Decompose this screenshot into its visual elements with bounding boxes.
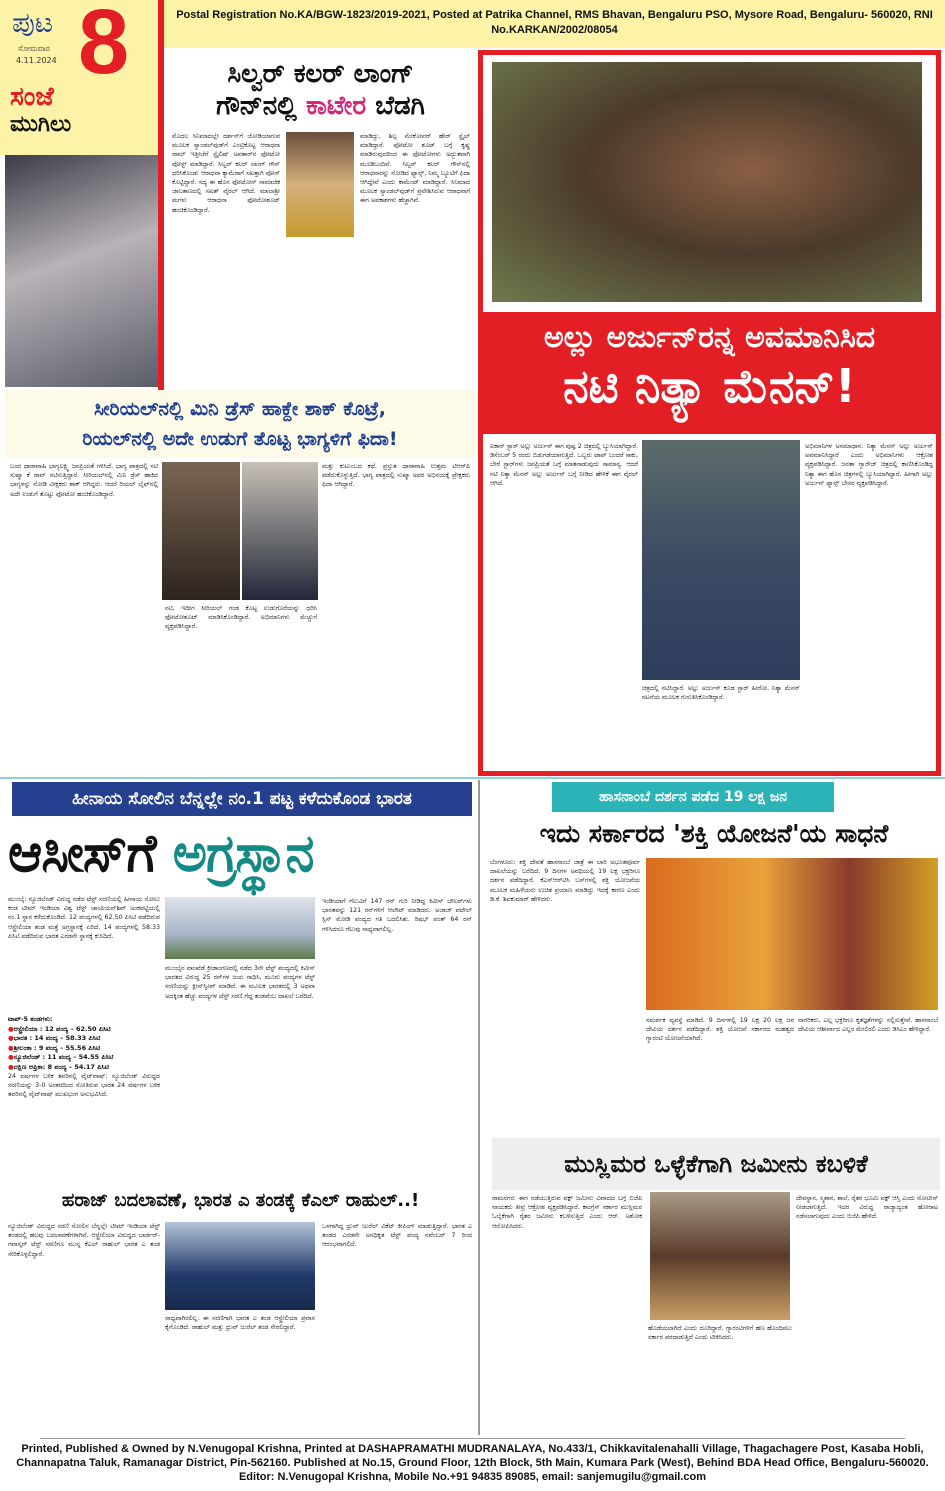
muslim-body2: ಹೊಡೆಯಲಾಗಿದೆ ಎಂದು ದೂರಿದ್ದಾರೆ. ಗ್ಯಾರಂಟಿಗಳಿಗೆ ಹಣ ಹೊಂದಿಸಲು ಸರ್ಕಾರ ಪರದಾಡುತ್ತಿದೆ ಎಂದು ಟೀಕಿಸಿದರು.: [648, 1325, 792, 1342]
shakti-body1-cont: [490, 1016, 640, 1134]
postal-registration: Postal Registration No.KA/BGW-1823/2019-2021, Posted at Patrika Channel, RMS Bhavan, Bengaluru PSO, Mysore Road, Bengaluru- 560020, RNI No.KARKAN/2002/08054: [164, 0, 945, 48]
top5-text: ಭಾರತ : 14 ಪಂದ್ಯ – 58.33 ಪಿಸಿಟಿ: [13, 1034, 101, 1042]
issue-day: ಸೋಮವಾರ: [18, 44, 50, 53]
gown-body-col1: ಮೊದಲ ಸಿನಿಮಾದಲ್ಲೇ ದರ್ಶನ್‌ಗೆ ಜೋಡಿಯಾಗುವ ಮೂಲಕ ಸ್ಯಾಂಡಲ್‌ವುಡ್‌ಗೆ ಎಂಟ್ರಿಕೊಟ್ಟ ಆರಾಧನಾ ರಾಮ್ ಇತ್ತೀಚೆಗೆ ಸ್ಟೈಲಿಷ್ ಅವತಾರ್‌ನ ಫೋಟೋ ಪೋಸ್ಟ್ ಮಾಡಿದ್ದಾರೆ. ಸಿಲ್ವರ್ ಕಲರ್ ಲಾಂಗ್ ಗೌನ್ ಧರಿಸಿಕೊಂಡು ಆರಾಧನಾ ಕ್ಯಾಮೆರಾಗೆ ಸಖತ್ತಾಗಿ ಪೋಸ್ ಕೊಟ್ಟಿದ್ದಾರೆ. ಸದ್ಯ ಈ ಹೊಸ ಫೋಟೋಸ್ ಸಾಮಾಜಿಕ ಜಾಲತಾಣದಲ್ಲಿ ಸಖತ್ ವೈರಲ್ ಆಗಿದೆ. ಮಾಲಾಶ್ರೀ ಮಗಳು ಆರಾಧನಾ ಫೋಟೋಶೂಟ್ ಹಂಚಿಕೊಂಡಿದ್ದಾರೆ.: [172, 133, 280, 214]
column-divider: [478, 780, 480, 1435]
cricket-body3: ಮುಂಬೈನ ವಾಂಖೆಡೆ ಕ್ರೀಡಾಂಗಣದಲ್ಲಿ ನಡೆದ 3ನೇ ಟೆಸ್ಟ್ ಪಂದ್ಯದಲ್ಲಿ ಕಿವೀಸ್ ಭಾರತದ ವಿರುದ್ಧ 25 ರನ್‌ಗಳ ಜಯ ಸಾಧಿಸಿ, ಮೂರು ಪಂದ್ಯಗಳ ಟೆಸ್ಟ್ ಸರಣಿಯನ್ನು ಕ್ಲೀನ್‌ಸ್ವೀಪ್ ಮಾಡಿದೆ. ಈ ಮೂಲಕ ಭಾರತದಲ್ಲಿ 3 ಅಥವಾ ಅದಕ್ಕಿಂತ ಹೆಚ್ಚು ಪಂದ್ಯಗಳ ಟೆಸ್ಟ್ ಸರಣಿ ಗೆದ್ದ ತಂಡವೆಂಬ ದಾಖಲೆ ಬರೆದಿದೆ.: [165, 965, 315, 1000]
shakti-banner: ಹಾಸನಾಂಬೆ ದರ್ಶನ ಪಡೆದ 19 ಲಕ್ಷ ಜನ: [552, 782, 834, 812]
nithya-menen-photo: [642, 440, 800, 680]
politician-photo: [650, 1192, 790, 1320]
page-word: ಪುಟ: [12, 6, 54, 39]
shakti-body3: ನಾಗರಿಕರು, ಎಲ್ಲ ಭಕ್ತರಿಗೂ ಕೃತಜ್ಞತೆಗಳನ್ನು ಸಲ್ಲಿಸುತ್ತೇವೆ. ಹಾಸನಾಂಬೆ ದೇವಿಯ ಆಶೀರ್ವಾದ ಎಲ್ಲರ ಮೇಲಿರಲಿ ಎಂದು ಡಿಸಿಎಂ ಹೇಳಿದ್ದಾರೆ.: [798, 1017, 938, 1034]
top5-item: ●ಶ್ರೀಲಂಕಾ : 9 ಪಂದ್ಯ – 55.56 ಪಿಸಿಟಿ: [8, 1043, 101, 1052]
headline-part: ಬೆಡಗಿ: [366, 91, 425, 121]
actress-photo: [5, 155, 158, 387]
top5-text: ಶ್ರೀಲಂಕಾ : 9 ಪಂದ್ಯ – 55.56 ಪಿಸಿಟಿ: [13, 1043, 101, 1052]
top5-item: ●ನ್ಯೂಜಿಲೆಂಡ್ : 11 ಪಂದ್ಯ – 54.55 ಪಿಸಿಟಿ: [8, 1053, 114, 1061]
serial-headline: [5, 390, 475, 458]
headline-highlight: ಅಗ್ರಸ್ಥಾನ: [172, 824, 314, 884]
cricket-body2: 24 ವರ್ಷಗಳ ಬಳಿಕ ತವರಿನಲ್ಲಿ ವೈಟ್‌ವಾಷ್: ನ್ಯೂಜಿಲೆಂಡ್ ವಿರುದ್ಧದ ಸರಣಿಯನ್ನು 3-0 ಅಂತರದಿಂದ ಸೋತಿರುವ ಭಾರತ 24 ವರ್ಷಗಳ ಬಳಿಕ ತವರಿನಲ್ಲಿ ವೈಟ್‌ವಾಷ್ ಮುಖಭಂಗ ಅನುಭವಿಸಿದೆ.: [8, 1073, 160, 1099]
issue-date: 4.11.2024: [16, 56, 57, 65]
top5-item: ●ಆಸ್ಟ್ರೇಲಿಯಾ : 12 ಪಂದ್ಯ – 62.50 ಪಿಸಿಟಿ: [8, 1024, 111, 1033]
top5-title: ಟಾಪ್-5 ತಂಡಗಳು:: [8, 1015, 53, 1023]
cricket-body1: ಮುಂಬೈ: ನ್ಯೂಜಿಲೆಂಡ್ ವಿರುದ್ಧ ನಡೆದ ಟೆಸ್ಟ್ ಸರಣಿಯಲ್ಲಿ ಹೀನಾಯ ಸೋಲು ಕಂಡ ಟೀಮ್ ಇಂಡಿಯಾ ವಿಶ್ವ ಟೆಸ್ಟ್ ಚಾಂಪಿಯನ್‌ಶಿಪ್ ಅಂಕಪಟ್ಟಿಯಲ್ಲಿ ನಂ.1 ಸ್ಥಾನ ಕಳೆದುಕೊಂಡಿದೆ. 12 ಪಂದ್ಯಗಳಲ್ಲಿ 62.50 ಪಿಸಿಟಿ ಪಡೆದಿರುವ ಆಸ್ಟ್ರೇಲಿಯಾ ತಂಡ ಮತ್ತೆ ಅಗ್ರಸ್ಥಾನಕ್ಕೆ ಏರಿದೆ. 14 ಪಂದ್ಯಗಳಲ್ಲಿ 58.33 ಪಿಸಿಟಿ ಪಡೆದಿರುವ ಭಾರತ ಎರಡನೇ ಸ್ಥಾನಕ್ಕೆ ಕುಸಿದಿದೆ.: [8, 896, 160, 940]
top5-item: ●ಭಾರತ : 14 ಪಂದ್ಯ – 58.33 ಪಿಸಿಟಿ: [8, 1034, 101, 1042]
headline-highlight: ಕಾಟೇರ: [305, 91, 367, 121]
shakti-body1: ಬೆಂಗಳೂರು: ಶಕ್ತಿ ದೇವತೆ ಹಾಸನಾಂಬೆ ಜಾತ್ರೆ ಈ ಬಾರಿ ಅಭೂತಪೂರ್ವ ದಾಖಲೆಯನ್ನು ಬರೆದಿದೆ. 9 ದಿನಗಳ ಅವಧಿಯಲ್ಲಿ 19 ಲಕ್ಷ ಭಕ್ತರಿಗೂ ದರ್ಶನ ಪಡೆದಿದ್ದಾರೆ. ಕೆಎಸ್ಆರ್‌ಟಿಸಿ ಬಸ್‌ಗಳಲ್ಲಿ ಶಕ್ತಿ ಯೋಜನೆಯ ಮೂಲಕ ಮಹಿಳೆಯರು ಉಚಿತ ಪ್ರಯಾಣ ಮಾಡಿದ್ದು ಇದಕ್ಕೆ ಕಾರಣ ಎಂದು ಡಿ.ಕೆ. ಶಿವಕುಮಾರ್ ಹೇಳಿದರು.: [490, 859, 640, 903]
serial-body-col3: ಮತ್ತು ಕುಟುಂಬದ ಕಥೆ. ಪ್ರಸ್ತುತ ಧಾರಾವಾಹಿ ಉತ್ತಮ ಟಿಆರ್‌ಪಿ ಪಡೆದುಕೊಳ್ಳುತ್ತಿದೆ. ಭಾಗ್ಯ ಪಾತ್ರದಲ್ಲಿ ಸುಷ್ಮಾ ಅವರ ಅಭಿನಯಕ್ಕೆ ಪ್ರೇಕ್ಷಕರು ಫಿದಾ ಆಗಿದ್ದಾರೆ.: [322, 463, 470, 489]
gown-headline-line2: [168, 90, 473, 122]
muslim-body1: ರಾಮನಗರ: ಈಗ ನಡೆಯುತ್ತಿರುವ ವಕ್ಫ್ ಜಮೀನು ವಿವಾದದ ಬಗ್ಗೆ ಬಿಜೆಪಿ ನಾಯಕರು ತೀವ್ರ ಆಕ್ರೋಶ ವ್ಯಕ್ತಪಡಿಸಿದ್ದಾರೆ. ಕಾಂಗ್ರೆಸ್ ಸರ್ಕಾರ ಮುಸ್ಲಿಮರ ಓಲೈಕೆಗಾಗಿ ರೈತರ ಜಮೀನು ಕಬಳಿಸುತ್ತಿದೆ ಎಂದು ಆರ್. ಅಶೋಕ ಆರೋಪಿಸಿದರು.: [492, 1195, 642, 1230]
gown-headline: [168, 58, 473, 122]
page-number: 8: [78, 0, 130, 93]
allu-headline-line1: ಅಲ್ಲು ಅರ್ಜುನ್‌ರನ್ನ ಅವಮಾನಿಸಿದ: [543, 320, 876, 355]
serial-body-col1: ಬಂದ ಧಾರಾವಾಹಿ ಭಾಗ್ಯಲಕ್ಷ್ಮಿ ಜನಪ್ರಿಯತೆ ಗಳಿಸಿದೆ. ಭಾಗ್ಯ ಪಾತ್ರದಲ್ಲಿ ನಟಿ ಸುಷ್ಮಾ ಕೆ ರಾವ್ ನಟಿಸುತ್ತಿದ್ದಾರೆ. ಸೀರಿಯಲ್‌ನಲ್ಲಿ ಮಿನಿ ಡ್ರೆಸ್ ಹಾಕಿದ ಭಾಗ್ಯಳನ್ನು ನೋಡಿ ವೀಕ್ಷಕರು ಶಾಕ್ ಆಗಿದ್ದರು. ಆದರೆ ರಿಯಲ್ ಲೈಫ್‌ನಲ್ಲಿ ಅದೇ ಉಡುಗೆ ತೊಟ್ಟು ಫೋಟೋ ಹಂಚಿಕೊಂಡಿದ್ದಾರೆ.: [10, 463, 158, 498]
cricket-headline: [8, 818, 473, 890]
allu-body-col1: ಐಕಾನ್ ಸ್ಟಾರ್ ಅಲ್ಲು ಅರ್ಜುನ್ ಈಗ ಪುಷ್ಪ 2 ಚಿತ್ರದಲ್ಲಿ ಬ್ಯುಸಿಯಾಗಿದ್ದಾರೆ. ಡಿಸೆಂಬರ್ 5 ರಂದು ಬಿಡುಗಡೆಯಾಗುತ್ತಿದೆ. ಒಬ್ಬರು ಟಾಪ್ ಬಂದರೆ ಸಾಕು, ಬೇರೆ ಸ್ಟಾರ್‌ಗಳು ಜನಪ್ರಿಯತೆ ಬಗ್ಗೆ ಮಾತನಾಡುವುದು ಸಾಮಾನ್ಯ. ಆದರೆ ನಟಿ ನಿತ್ಯಾ ಮೆನನ್ ಅಲ್ಲು ಅರ್ಜುನ್ ಬಗ್ಗೆ ನೀಡಿದ ಹೇಳಿಕೆ ಈಗ ವೈರಲ್ ಆಗಿದೆ.: [490, 443, 638, 487]
serial-photo-1: [162, 462, 240, 600]
hasanambe-photo: [646, 858, 938, 1010]
paper-title-line2: ಮುಗಿಲು: [10, 112, 72, 137]
serial-body-col2: ನಟಿ, ಇದೀಗ ಸೀರಿಯಲ್ ಗಂಡ ಕೊಟ್ಟ ಉಡುಗೊರೆಯನ್ನು ಧರಿಸಿ ಫೋಟೋಶೂಟ್ ಮಾಡಿಸಿಕೊಂಡಿದ್ದಾರೆ. ಅಭಿಮಾನಿಗಳು ಮೆಚ್ಚುಗೆ ವ್ಯಕ್ತಪಡಿಸಿದ್ದಾರೆ.: [165, 605, 317, 631]
allu-body-col3: ಅಭಿಮಾನಿಗಳ ಅಸಮಾಧಾನ: ನಿತ್ಯಾ ಮೆನನ್ ಅಲ್ಲು ಅರ್ಜುನ್ ಅವಮಾನಿಸಿದ್ದಾರೆ ಎಂದು ಅಭಿಮಾನಿಗಳು ಆಕ್ರೋಶ ವ್ಯಕ್ತಪಡಿಸಿದ್ದಾರೆ. ಜನತಾ ಗ್ಯಾರೇಜ್ ಚಿತ್ರದಲ್ಲಿ ಕಾಣಿಸಿಕೊಂಡಿದ್ದ ನಿತ್ಯಾ ಈಗ ಹೊಸ ಚಿತ್ರಗಳಲ್ಲಿ ಬ್ಯುಸಿಯಾಗಿದ್ದಾರೆ. ಹೀಗಾಗಿ ಅಲ್ಲು ಅರ್ಜುನ್ ಫ್ಯಾನ್ಸ್ ಬೇಸರ ವ್ಯಕ್ತಪಡಿಸಿದ್ದಾರೆ.: [805, 443, 933, 487]
gown-headline-line1: ಸಿಲ್ವರ್ ಕಲರ್ ಲಾಂಗ್: [227, 59, 414, 89]
gown-photo: [286, 132, 354, 237]
section-divider: [0, 777, 945, 779]
allu-arjun-photo: [492, 62, 922, 302]
serial-headline-line1: ಸೀರಿಯಲ್‌ನಲ್ಲಿ ಮಿನಿ ಡ್ರೆಸ್ ಹಾಕ್ದೇ ಶಾಕ್ ಕೊಟ್ರೆ,: [94, 398, 386, 420]
serial-headline-line2: ರಿಯಲ್‌ನಲ್ಲಿ ಅದೇ ಉಡುಗೆ ತೊಟ್ಟ ಭಾಗ್ಯಳಿಗೆ ಫಿದಾ!: [82, 428, 398, 450]
masthead-divider: [158, 0, 164, 390]
allu-body-col2: ಚಿತ್ರದಲ್ಲಿ ನಟಿಸಿದ್ದಾರೆ. ಅಲ್ಲು ಅರ್ಜುನ್ ಕೂಡ ಸ್ಟಾರ್ ಹೀರೋ. ನಿತ್ಯಾ ಮೆನನ್ ನಟನೆಯ ಮೂಲಕ ಗುರುತಿಸಿಕೊಂಡಿದ್ದಾರೆ.: [642, 685, 800, 702]
cricket-team-photo: [165, 897, 315, 959]
top5-text: ದಕ್ಷಿಣ ಆಫ್ರಿಕಾ: 8 ಪಂದ್ಯ – 54.17 ಪಿಸಿಟಿ: [13, 1062, 110, 1071]
headline-part: ಆಸೀಸ್‌ಗೆ: [8, 824, 173, 884]
rahul-headline: ಹರಾಜ್ ಬದಲಾವಣೆ, ಭಾರತ ಎ ತಂಡಕ್ಕೆ ಕೆಎಲ್ ರಾಹುಲ್..!: [61, 1190, 420, 1211]
serial-photo-2: [242, 462, 318, 600]
allu-headline-line2: ನಟಿ ನಿತ್ಯಾ ಮೆನನ್!: [563, 359, 856, 413]
cricket-col1: [8, 895, 160, 1180]
top5-text: ನ್ಯೂಜಿಲೆಂಡ್ : 11 ಪಂದ್ಯ – 54.55 ಪಿಸಿಟಿ: [13, 1053, 114, 1061]
top5-text: ಆಸ್ಟ್ರೇಲಿಯಾ : 12 ಪಂದ್ಯ – 62.50 ಪಿಸಿಟಿ: [13, 1024, 111, 1033]
shakti-body2: ಸಮರ್ಪಕ ವ್ಯವಸ್ಥೆ ಮಾಡಿದೆ. 9 ದಿನಗಳಲ್ಲಿ 19 ಲಕ್ಷ 20 ಲಕ್ಷ ಜನ ದೇವಿಯ ದರ್ಶನ ಪಡೆದಿದ್ದಾರೆ. ಶಕ್ತಿ ಯೋಜನೆ ಸರ್ಕಾರದ ಮಹತ್ವದ ಗ್ಯಾರಂಟಿ ಯೋಜನೆಯಾಗಿದೆ.: [646, 1017, 794, 1043]
allu-headline: [483, 312, 936, 434]
cricket-body4: ಇಂಡಿಯಾಗೆ ಗೆಲುವಿಗೆ 147 ರನ್ ಗುರಿ ನೀಡಿದ್ದ ಕಿವೀಸ್ ಬೌಲರ್‌ಗಳು ಭಾರತವನ್ನು 121 ರನ್‌ಗಳಿಗೆ ಆಲೌಟ್ ಮಾಡಿದರು. ಅಜಾಜ್ ಪಟೇಲ್ ಸ್ಪಿನ್ ಮೋಡಿ ಪಂದ್ಯದ ಗತಿ ಬದಲಿಸಿತು. ರಿಷಭ್ ಪಂತ್ 64 ರನ್ ಗಳಿಸಿದರೂ ಗೆಲುವು ಸಾಧ್ಯವಾಗಲಿಲ್ಲ.: [322, 898, 472, 933]
kl-rahul-photo: [165, 1222, 315, 1310]
gown-body-col2: ಮಾಡಿದ್ದು, ಶಿಲ್ಪ ಮೇಕೋವರ್ ಹೇರ್ ಸ್ಟೈಲ್ ಮಾಡಿದ್ದಾರೆ. ಫೋಟೋ ಶೂಟ್ ಬಗ್ಗೆ ಕೃಷ್ಣ ಮಾಡಿರುವುದರಿಂದ ಈ ಫೋಟೋಗಳು ಅದ್ಭುತವಾಗಿ ಮೂಡಿಬಂದಿವೆ. ಸಿಲ್ವರ್ ಕಲರ್ ಗೌನ್‌ನಲ್ಲಿ ಆರಾಧನಾರನ್ನು ನೋಡಿದ ಫ್ಯಾನ್ಸ್, ನಿಮ್ಮ ಬ್ಯೂಟಿಗೆ ಫಿದಾ ಆಗಿದ್ದೇವೆ ಎಂದು ಕಾಮೆಂಟ್ ಮಾಡಿದ್ದಾರೆ. ಸಿನಿಮಾದ ಮೂಲಕ ಸ್ಯಾಂಡಲ್‌ವುಡ್‌ಗೆ ಪ್ರವೇಶಿಸಿರುವ ಆರಾಧನಾಗೆ ಈಗ ಅವಕಾಶಗಳು ಹೆಚ್ಚಾಗಿವೆ.: [360, 133, 470, 205]
top5-item: ●ದಕ್ಷಿಣ ಆಫ್ರಿಕಾ: 8 ಪಂದ್ಯ – 54.17 ಪಿಸಿಟಿ: [8, 1062, 110, 1071]
headline-part: ಗೌನ್‌ನಲ್ಲಿ: [216, 91, 306, 121]
footer-rule: [40, 1438, 905, 1439]
muslim-body3: ದೇವಸ್ಥಾನ, ಸ್ಮಶಾನ, ಶಾಲೆ, ರೈತರ ಭೂಮಿ ವಕ್ಫ್ ಆಸ್ತಿ ಎಂದು ನೋಟೀಸ್ ನೀಡಲಾಗುತ್ತಿದೆ. ಇದರ ವಿರುದ್ಧ ರಾಜ್ಯಾದ್ಯಂತ ಹೋರಾಟ ನಡೆಸಲಾಗುವುದು ಎಂದು ಬಿಜೆಪಿ ಹೇಳಿದೆ.: [796, 1195, 938, 1221]
rahul-body2: ಸಾಧ್ಯವಾಗಿರಲಿಲ್ಲ. ಈ ಸರಣಿಗಾಗಿ ಭಾರತ ಎ ತಂಡ ಆಸ್ಟ್ರೇಲಿಯಾ ಪ್ರವಾಸ ಕೈಗೊಂಡಿದೆ. ರಾಹುಲ್ ಮತ್ತು ಧ್ರುವ್ ಜುರೆಲ್ ತಂಡ ಸೇರಲಿದ್ದಾರೆ.: [165, 1315, 315, 1332]
cricket-banner: ಹೀನಾಯ ಸೋಲಿನ ಬೆನ್ನಲ್ಲೇ ನಂ.1 ಪಟ್ಟ ಕಳೆದುಕೊಂಡ ಭಾರತ: [12, 782, 472, 816]
imprint-footer: Printed, Published & Owned by N.Venugopal Krishna, Printed at DASHAPRAMATHI MUDRANALAYA, No.433/1, Chikkavitalenahalli Village, Thagachagere Post, Kasaba Hobli, Channapatna Taluk, Ramanagar District, Pin-562160. Published at No.15, Ground Floor, 12th Block, 5th Main, Kumara Park (West), Behind BDA Head Office, Bengaluru-560020. Editor: N.Venugopal Krishna, Mobile No.+91 94835 89085, email: sanjemugilu@gmail.com: [16, 1443, 929, 1483]
rahul-body1: ನ್ಯೂಜಿಲೆಂಡ್ ವಿರುದ್ಧದ ಸರಣಿ ಸೋಲಿನ ಬೆನ್ನಲ್ಲೇ ಟೀಮ್ ಇಂಡಿಯಾ ಟೆಸ್ಟ್ ತಂಡದಲ್ಲಿ ಹಲವು ಬದಲಾವಣೆಗಳಾಗಿವೆ. ಆಸ್ಟ್ರೇಲಿಯಾ ವಿರುದ್ಧದ ಬಾರ್ಡರ್-ಗವಾಸ್ಕರ್ ಟೆಸ್ಟ್ ಸರಣಿಗೂ ಮುನ್ನ ಕೆಎಲ್ ರಾಹುಲ್ ಭಾರತ ಎ ತಂಡ ಸೇರಿಕೊಳ್ಳಲಿದ್ದಾರೆ.: [8, 1223, 160, 1258]
rahul-body3: ಒಳಗಾಗಿದ್ದ ಧ್ರುವ್ ಜುರೆಲ್ ವಿಕೆಟ್ ಕೀಪಿಂಗ್ ಮಾಡುತ್ತಿದ್ದಾರೆ. ಭಾರತ ಎ ತಂಡದ ಎರಡನೇ ಅನಧಿಕೃತ ಟೆಸ್ಟ್ ಪಂದ್ಯ ನವೆಂಬರ್ 7 ರಿಂದ ಆರಂಭವಾಗಲಿದೆ.: [322, 1223, 472, 1249]
paper-title-line1: ಸಂಜೆ: [10, 82, 54, 112]
muslim-land-headline: ಮುಸ್ಲಿಮರ ಒಳ್ಳೆಕೆಗಾಗಿ ಜಮೀನು ಕಬಳಿಕೆ: [492, 1138, 940, 1190]
shakti-headline: ಇದು ಸರ್ಕಾರದ 'ಶಕ್ತಿ ಯೋಜನೆ'ಯ ಸಾಧನೆ: [539, 819, 889, 848]
